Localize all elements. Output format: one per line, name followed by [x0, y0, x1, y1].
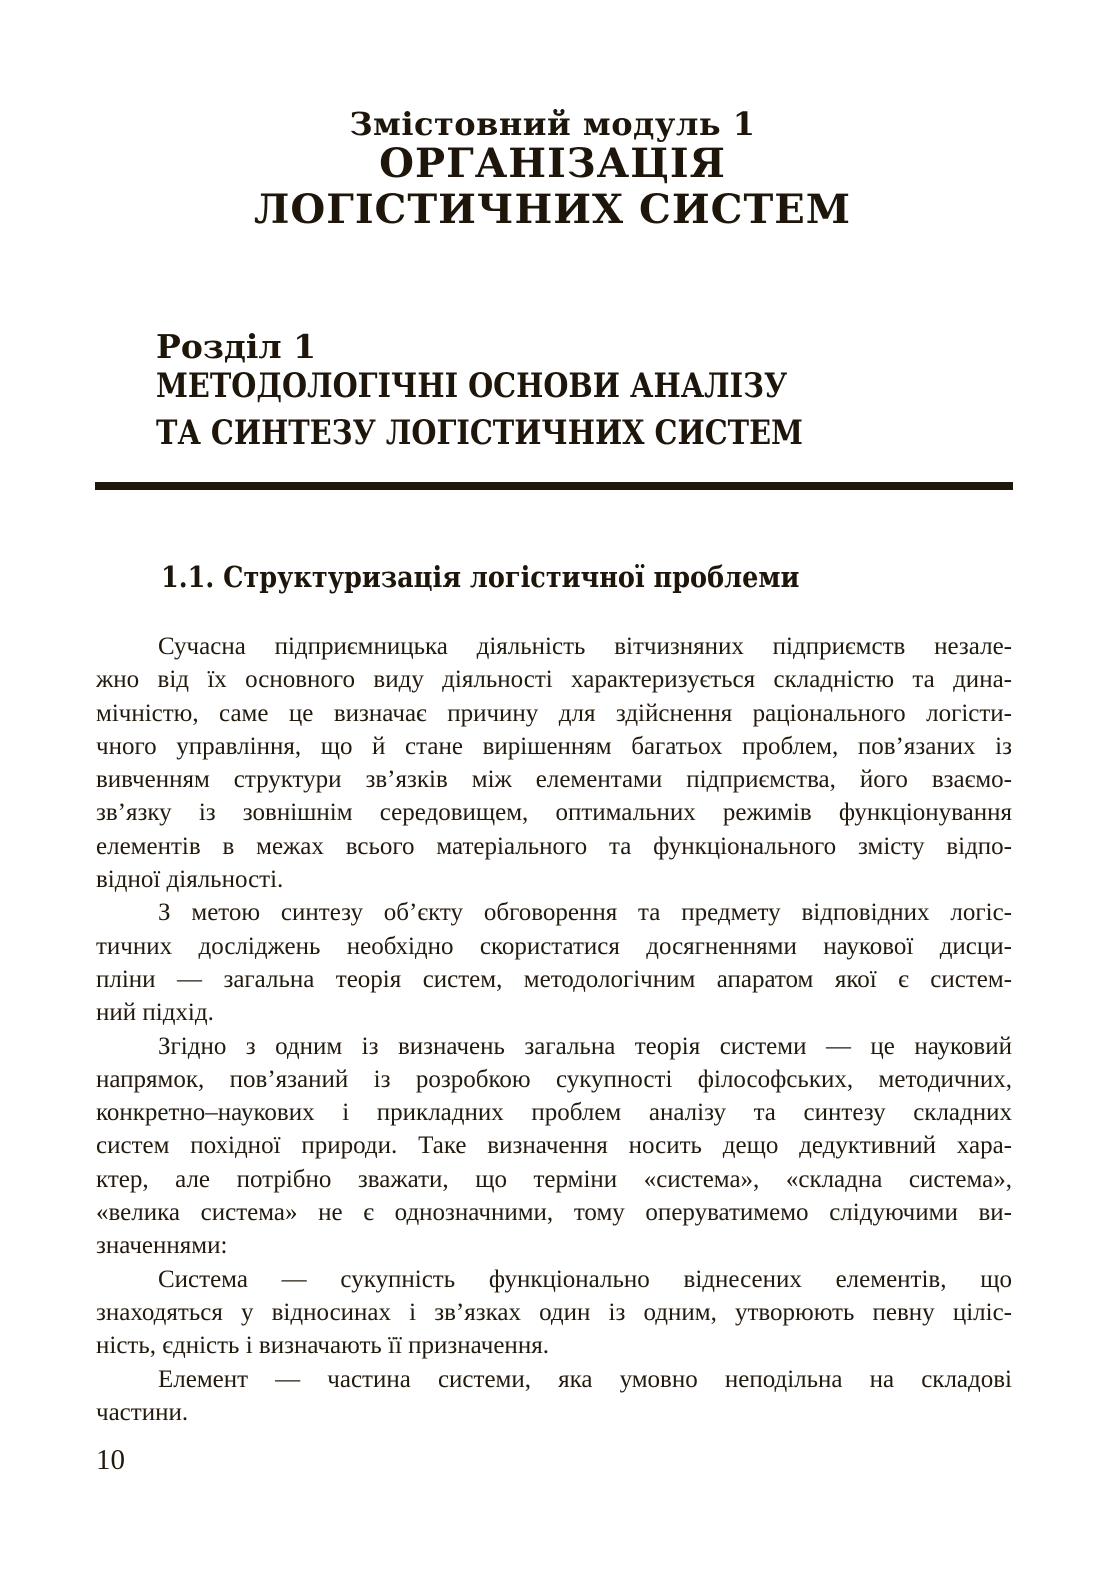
- module-title-line-1: ОРГАНІЗАЦІЯ: [379, 140, 726, 187]
- body-line: «велика система» не є однозначними, тому оперуватимемо слідуючими ви-: [96, 1199, 1012, 1227]
- body-line: ність, єдність і визначають її призначення.: [96, 1332, 549, 1360]
- body-line: З метою синтезу об’єкту обговорення та предмету відповідних логіс-: [158, 899, 1012, 927]
- body-line: ктер, але потрібно зважати, що терміни «система», «складна система»,: [96, 1165, 1012, 1193]
- body-line: конкретно–наукових і прикладних проблем аналізу та синтезу складних: [96, 1099, 1012, 1127]
- subsection-heading: 1.1. Структуризація логістичної проблеми: [161, 560, 800, 594]
- body-line: відної діяльності.: [96, 866, 284, 894]
- body-line: Згідно з одним із визначень загальна теорія системи — це науковий: [158, 1032, 1012, 1060]
- body-line: Елемент — частина системи, яка умовно неподільна на складові: [158, 1365, 1012, 1393]
- body-line: тичних досліджень необхідно скористатися досягненнями наукової дисци-: [96, 932, 1012, 960]
- section-divider: [95, 482, 1013, 490]
- body-line: знаходяться у відносинах і зв’язках один із одним, утворюють певну ціліс-: [96, 1298, 1012, 1326]
- body-line: ний підхід.: [96, 999, 214, 1027]
- body-line: Сучасна підприємницька діяльність вітчизняних підприємств незале-: [158, 633, 1012, 660]
- body-line: пліни — загальна теорія систем, методологічним апаратом якої є систем-: [96, 965, 1012, 993]
- body-text: [96, 630, 1012, 1429]
- body-line: систем похідної природи. Таке визначення носить дещо дедуктивний хара-: [96, 1132, 1012, 1160]
- module-title-line-2: ЛОГІСТИЧНИХ СИСТЕМ: [253, 186, 851, 233]
- section-title-line-1: МЕТОДОЛОГІЧНІ ОСНОВИ АНАЛІЗУ: [156, 366, 788, 405]
- body-line: елементів в межах всього матеріального та функціонального змісту відпо-: [96, 832, 1012, 860]
- module-subtitle: Змістовний модуль 1: [349, 105, 756, 143]
- page-number: 10: [96, 1444, 125, 1476]
- body-line: мічністю, саме це визначає причину для здійснення раціонального логісти-: [96, 699, 1012, 727]
- body-line: напрямок, пов’язаний із розробкою сукупності філософських, методичних,: [96, 1065, 1012, 1093]
- body-line: жно від їх основного виду діяльності характеризується складністю та дина-: [96, 666, 1012, 694]
- body-line: чного управління, що й стане вирішенням багатьох проблем, пов’язаних із: [96, 732, 1012, 760]
- section-subtitle: Розділ 1: [156, 327, 317, 366]
- body-line: значеннями:: [96, 1232, 228, 1260]
- body-line: Система — сукупність функціонально віднесених елементів, що: [158, 1265, 1012, 1293]
- body-line: вивченням структури зв’язків між елементами підприємства, його взаємо-: [96, 766, 1012, 794]
- body-line: частини.: [96, 1398, 189, 1426]
- body-line: зв’язку із зовнішнім середовищем, оптимальних режимів функціонування: [96, 799, 1012, 827]
- section-title-line-2: ТА СИНТЕЗУ ЛОГІСТИЧНИХ СИСТЕМ: [156, 413, 803, 452]
